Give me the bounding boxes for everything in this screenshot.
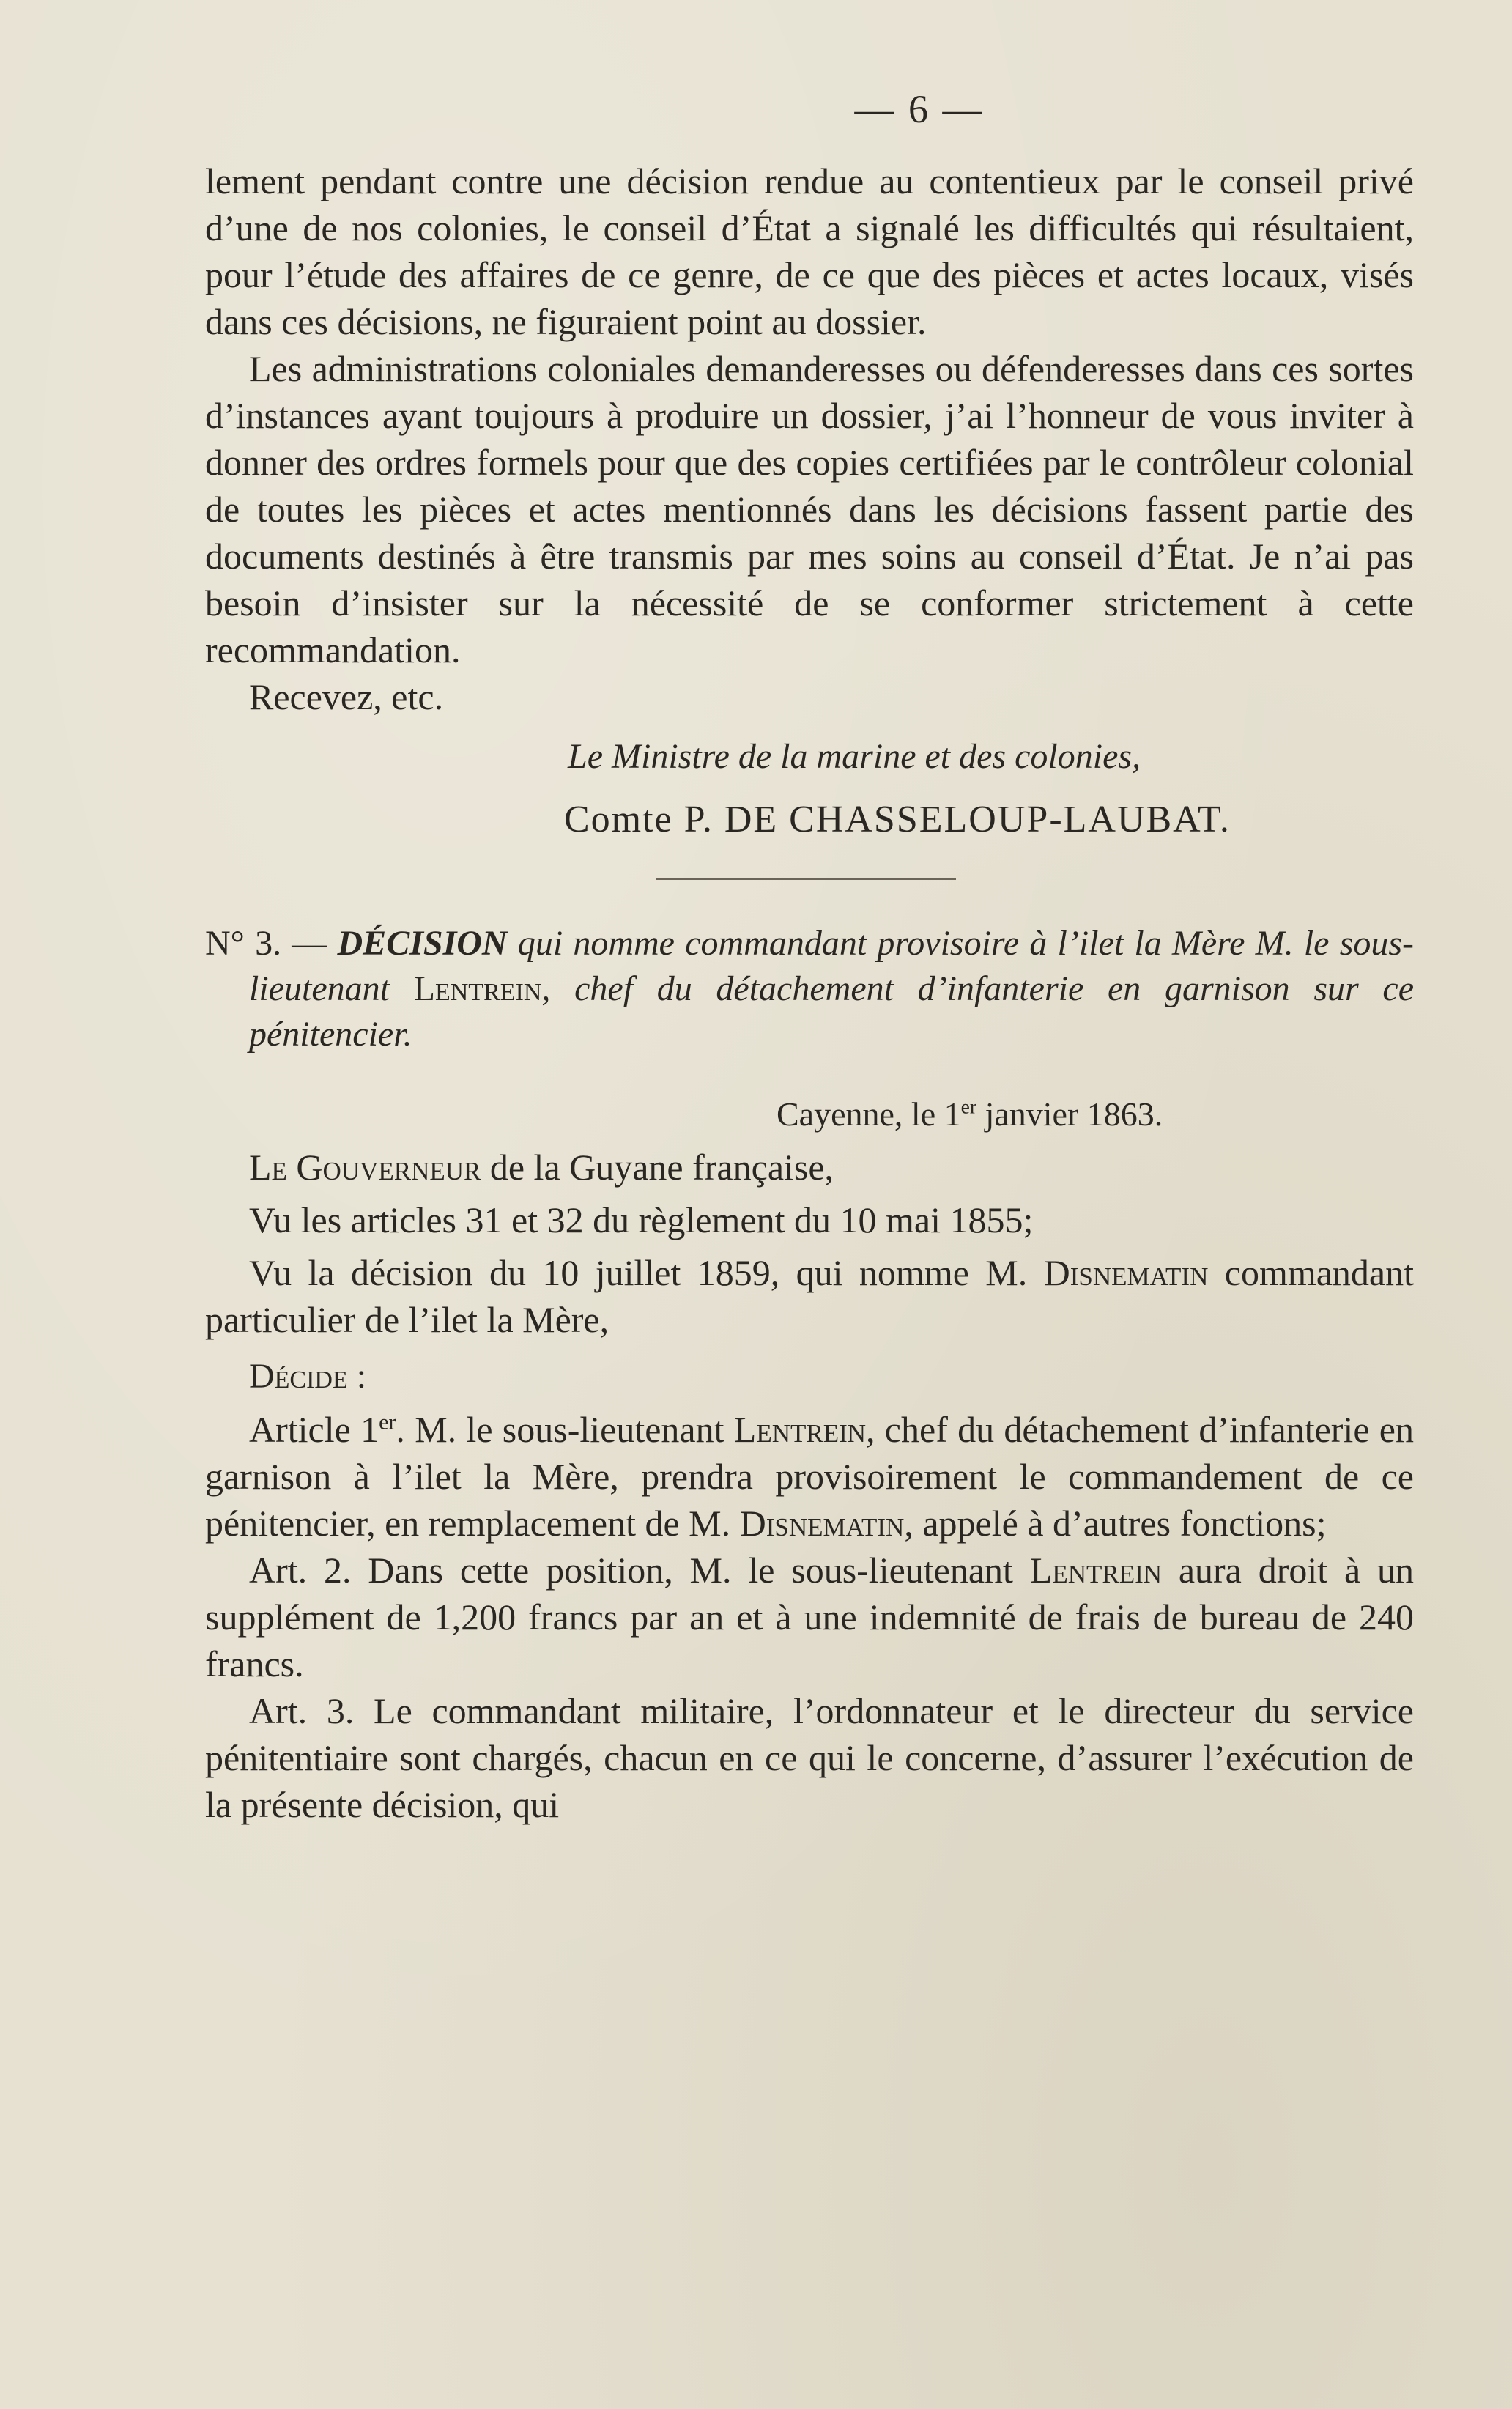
decision-officer-name: Lentrein bbox=[413, 969, 542, 1008]
article-1-part2: , chef du détachement d’infanterie en garnison à l’ilet la Mère, prendra provisoirement le commandement de ce pénitencier, en remplacement de M. bbox=[205, 1409, 1414, 1544]
dateline bbox=[205, 1091, 1414, 1138]
decision-title-part2: , chef du détachement d’infanterie en garnison sur ce pénitencier. bbox=[249, 969, 1415, 1054]
signature-name: Comte P. DE CHASSELOUP-LAUBAT. bbox=[564, 799, 1231, 840]
decision-dash: — bbox=[292, 924, 327, 963]
article-1 bbox=[205, 1406, 1414, 1547]
article-1-name-lentrein: Lentrein bbox=[733, 1409, 867, 1450]
name-disnematin: Disnematin bbox=[1043, 1252, 1209, 1293]
governor-title: Le Gouverneur bbox=[249, 1147, 481, 1188]
article-2 bbox=[205, 1547, 1414, 1687]
article-1-part3: , appelé à d’autres fonctions; bbox=[904, 1503, 1327, 1544]
dateline-rest: janvier 1863. bbox=[985, 1095, 1163, 1133]
body-text bbox=[205, 158, 1414, 1828]
governor-line bbox=[205, 1144, 1414, 1191]
article-1-part1: . M. le sous-lieutenant bbox=[396, 1409, 724, 1450]
article-1-sup: er bbox=[379, 1410, 396, 1435]
decision-kind: DÉCISION bbox=[337, 924, 508, 963]
decision-title-part1: qui nomme commandant provisoire à l’ilet la Mère M. le sous-lieutenant bbox=[249, 924, 1415, 1008]
decide-heading: Décide : bbox=[249, 1357, 367, 1396]
article-1-label: Article 1 bbox=[249, 1409, 379, 1450]
dateline-day-sup: er bbox=[960, 1095, 977, 1118]
paragraph-request: Les administrations coloniales demanderesses ou défenderesses dans ces sortes d’instances ayant toujours à produire un dossier, j’ai l’honneur de vous inviter à donner des ordres formels pour que des copies certifiées par le contrôleur colonial de toutes les pièces et actes mentionnés dans les décisions fassent partie des documents destinés à être transmis par mes soins au conseil d’État. Je n’ai pas besoin d’insister sur la nécessité de se conformer strictement à cette recommandation. bbox=[205, 348, 1414, 670]
dateline-place: Cayenne, le bbox=[777, 1095, 936, 1133]
paragraph-continued: lement pendant contre une décision rendue au contentieux par le conseil privé d’une de nos colonies, le conseil d’État a signalé les difficultés qui résultaient, pour l’étude des affaires de ce genre, de ce que des pièces et actes locaux, visés dans ces décisions, ne figuraient point au dossier. bbox=[205, 160, 1414, 342]
vu-decision-part2: commandant particulier de l’ilet la Mère, bbox=[205, 1252, 1415, 1340]
governor-rest: de la Guyane française, bbox=[489, 1147, 834, 1188]
page-number: — 6 — bbox=[854, 87, 985, 131]
vu-decision-part1: Vu la décision du 10 juillet 1859, qui nomme M. bbox=[249, 1252, 1028, 1293]
separator-rule bbox=[656, 878, 956, 880]
vu-decision bbox=[205, 1249, 1414, 1343]
signature-title: Le Ministre de la marine et des colonies, bbox=[568, 737, 1141, 776]
article-2-part1: Art. 2. Dans cette position, M. le sous-lieutenant bbox=[249, 1550, 1013, 1591]
closing-formula: Recevez, etc. bbox=[249, 676, 444, 717]
article-2-name-lentrein: Lentrein bbox=[1029, 1550, 1163, 1591]
decision-number: N° 3. bbox=[205, 924, 282, 963]
article-2-part2: aura droit à un supplément de 1,200 francs par an et à une indemnité de frais de bureau de 240 francs. bbox=[205, 1550, 1414, 1684]
dateline-day: 1 bbox=[944, 1095, 961, 1133]
article-1-name-disnematin: Disnematin bbox=[739, 1503, 905, 1544]
vu-articles: Vu les articles 31 et 32 du règlement du 10 mai 1855; bbox=[249, 1199, 1034, 1240]
article-3: Art. 3. Le commandant militaire, l’ordonnateur et le directeur du service pénitentiaire sont chargés, chacun en ce qui le concerne, d’assurer l’exécution de la présente décision, qui bbox=[205, 1690, 1414, 1825]
decision-heading bbox=[205, 921, 1414, 1057]
